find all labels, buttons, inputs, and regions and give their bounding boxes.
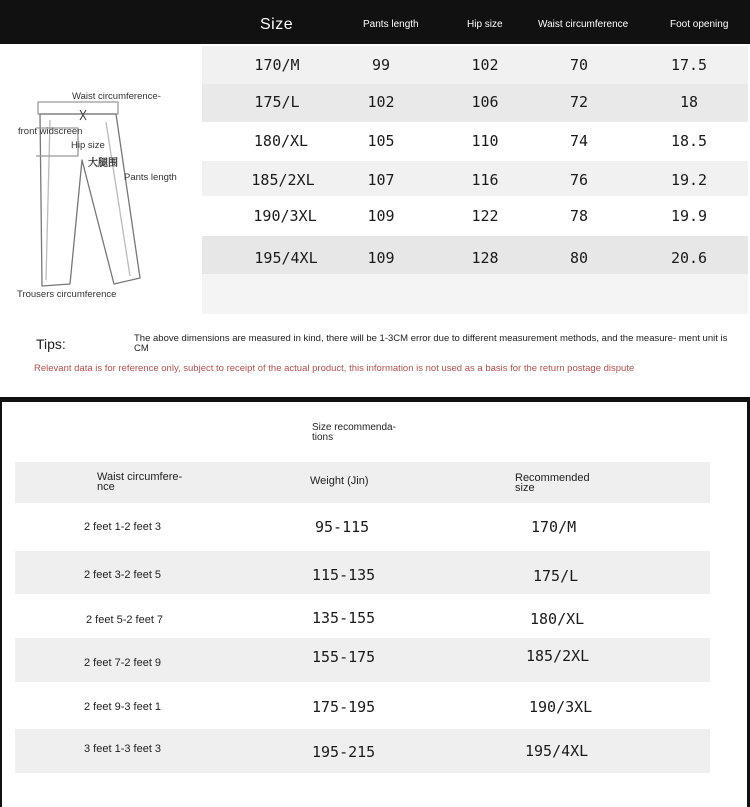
size-table-header (0, 0, 750, 44)
cell-foot-opening: 17.5 (670, 56, 708, 74)
cell-hip-size: 128 (471, 249, 499, 267)
cell-pants-length: 102 (367, 93, 395, 111)
cell-pants-length: 105 (367, 132, 395, 150)
cell-waist: 70 (569, 56, 589, 74)
cell-foot-opening: 18 (679, 93, 699, 111)
cell-size: 170/M (254, 56, 300, 74)
cell-pants-length: 109 (367, 207, 395, 225)
cell-waist: 76 (569, 171, 589, 189)
rec-cell-weight: 115-135 (312, 566, 376, 584)
rec-cell-waist: 2 feet 7-2 feet 9 (84, 657, 162, 669)
header-size: Size (260, 16, 294, 33)
cell-size: 175/L (254, 93, 300, 111)
cell-foot-opening: 19.2 (670, 171, 708, 189)
rec-cell-weight: 135-155 (312, 609, 376, 627)
disclaimer-text: Relevant data is for reference only, subject to receipt of the actual product, this information is not used as a basis for the return postage dispute (34, 363, 635, 374)
rec-cell-weight: 155-175 (312, 648, 376, 666)
rec-cell-waist: 3 feet 1-3 feet 3 (84, 743, 162, 755)
rec-cell-size: 180/XL (530, 610, 585, 628)
rec-cell-waist: 2 feet 3-2 feet 5 (84, 569, 162, 581)
diagram-trousers-label: Trousers circumference (17, 289, 117, 300)
rec-header-weight: Weight (Jin) (310, 475, 369, 487)
diagram-pants-length-label: Pants length (124, 172, 177, 183)
header-hip-size: Hip size (467, 19, 503, 30)
rec-cell-size: 195/4XL (525, 742, 589, 760)
rec-cell-weight: 175-195 (312, 698, 376, 716)
header-pants-length: Pants length (363, 19, 419, 30)
rec-header-size: Recommended size (515, 472, 590, 494)
rec-cell-weight: 95-115 (315, 518, 370, 536)
cell-waist: 78 (569, 207, 589, 225)
cell-foot-opening: 18.5 (670, 132, 708, 150)
cell-hip-size: 102 (471, 56, 499, 74)
rec-cell-waist: 2 feet 9-3 feet 1 (84, 701, 162, 713)
rec-cell-waist: 2 feet 5-2 feet 7 (86, 614, 164, 626)
cell-waist: 74 (569, 132, 589, 150)
cell-pants-length: 107 (367, 171, 395, 189)
diagram-thigh-label: 大腿围 (88, 158, 118, 169)
frame-border-left (0, 397, 2, 807)
diagram-front-label: front widscreen (18, 126, 83, 137)
cell-hip-size: 122 (471, 207, 499, 225)
tips-label: Tips: (36, 336, 66, 352)
cell-pants-length: 99 (371, 56, 391, 74)
cell-waist: 80 (569, 249, 589, 267)
pants-outline-icon (0, 80, 200, 310)
pants-diagram (0, 80, 200, 310)
cell-size: 185/2XL (251, 171, 315, 189)
cell-size: 190/3XL (253, 207, 317, 225)
cell-hip-size: 106 (471, 93, 499, 111)
rec-cell-size: 190/3XL (529, 698, 593, 716)
cell-foot-opening: 19.9 (670, 207, 708, 225)
tips-text: The above dimensions are measured in kind, there will be 1-3CM error due to different measurement methods, and the measure- ment unit is CM (134, 333, 728, 354)
cell-size: 180/XL (253, 132, 309, 150)
rec-cell-size: 185/2XL (526, 647, 590, 665)
cell-pants-length: 109 (367, 249, 395, 267)
rec-cell-waist: 2 feet 1-2 feet 3 (84, 521, 162, 533)
cell-waist: 72 (569, 93, 589, 111)
cell-hip-size: 116 (471, 171, 499, 189)
rec-cell-size: 170/M (531, 518, 577, 536)
cell-size: 195/4XL (254, 249, 318, 267)
rec-cell-size: 175/L (533, 567, 579, 585)
section-divider (0, 397, 750, 402)
diagram-hip-label: Hip size (71, 140, 105, 151)
header-foot-opening: Foot opening (670, 19, 729, 30)
rec-header-waist: Waist circumfere- nce (97, 471, 183, 493)
rec-cell-weight: 195-215 (312, 743, 376, 761)
cell-foot-opening: 20.6 (670, 249, 708, 267)
cell-hip-size: 110 (471, 132, 499, 150)
size-row-band (202, 274, 748, 314)
diagram-waist-label: Waist circumference- (72, 91, 161, 102)
recommendation-title: Size recommenda- tions (312, 422, 396, 443)
header-waist-circumference: Waist circumference (538, 19, 629, 30)
